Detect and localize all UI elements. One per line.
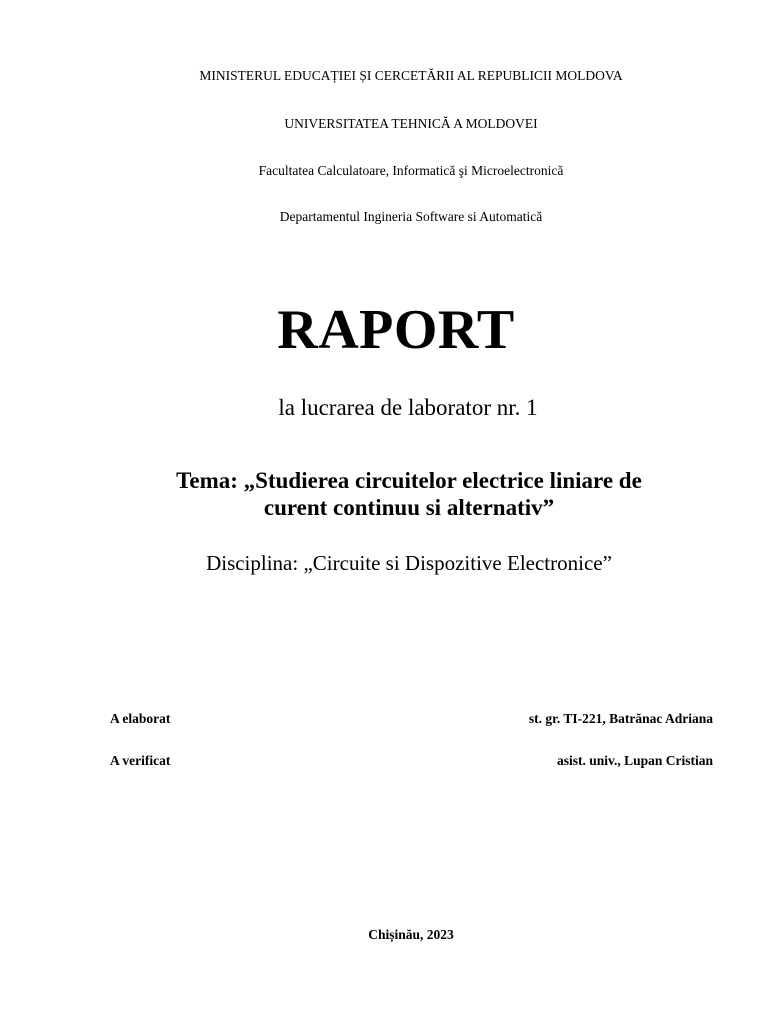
university-name: UNIVERSITATEA TEHNICĂ A MOLDOVEI	[284, 116, 538, 131]
faculty-name: Facultatea Calculatoare, Informatică şi Microelectronică	[258, 163, 564, 178]
document-subtitle: la lucrarea de laborator nr. 1	[278, 395, 538, 420]
theme-line-2: curent continuu si alternativ”	[263, 495, 555, 520]
verified-value: asist. univ., Lupan Cristian	[556, 753, 713, 768]
elaborated-label: A elaborat	[110, 711, 171, 726]
theme-line-1: Tema: „Studierea circuitelor electrice liniare de	[176, 468, 642, 493]
ministry-name: MINISTERUL EDUCAȚIEI ȘI CERCETĂRII AL REPUBLICII MOLDOVA	[199, 68, 623, 83]
verified-row	[110, 753, 713, 769]
theme-block	[25, 467, 768, 521]
elaborated-value: st. gr. TI-221, Batrănac Adriana	[528, 711, 713, 726]
elaborated-row	[110, 711, 713, 727]
document-title: RAPORT	[277, 299, 515, 361]
department-name: Departamentul Ingineria Software si Automatică	[279, 209, 543, 224]
verified-label: A verificat	[110, 753, 171, 768]
city-year: Chișinău, 2023	[368, 927, 454, 942]
discipline-line: Disciplina: „Circuite si Dispozitive Electronice”	[206, 551, 612, 575]
